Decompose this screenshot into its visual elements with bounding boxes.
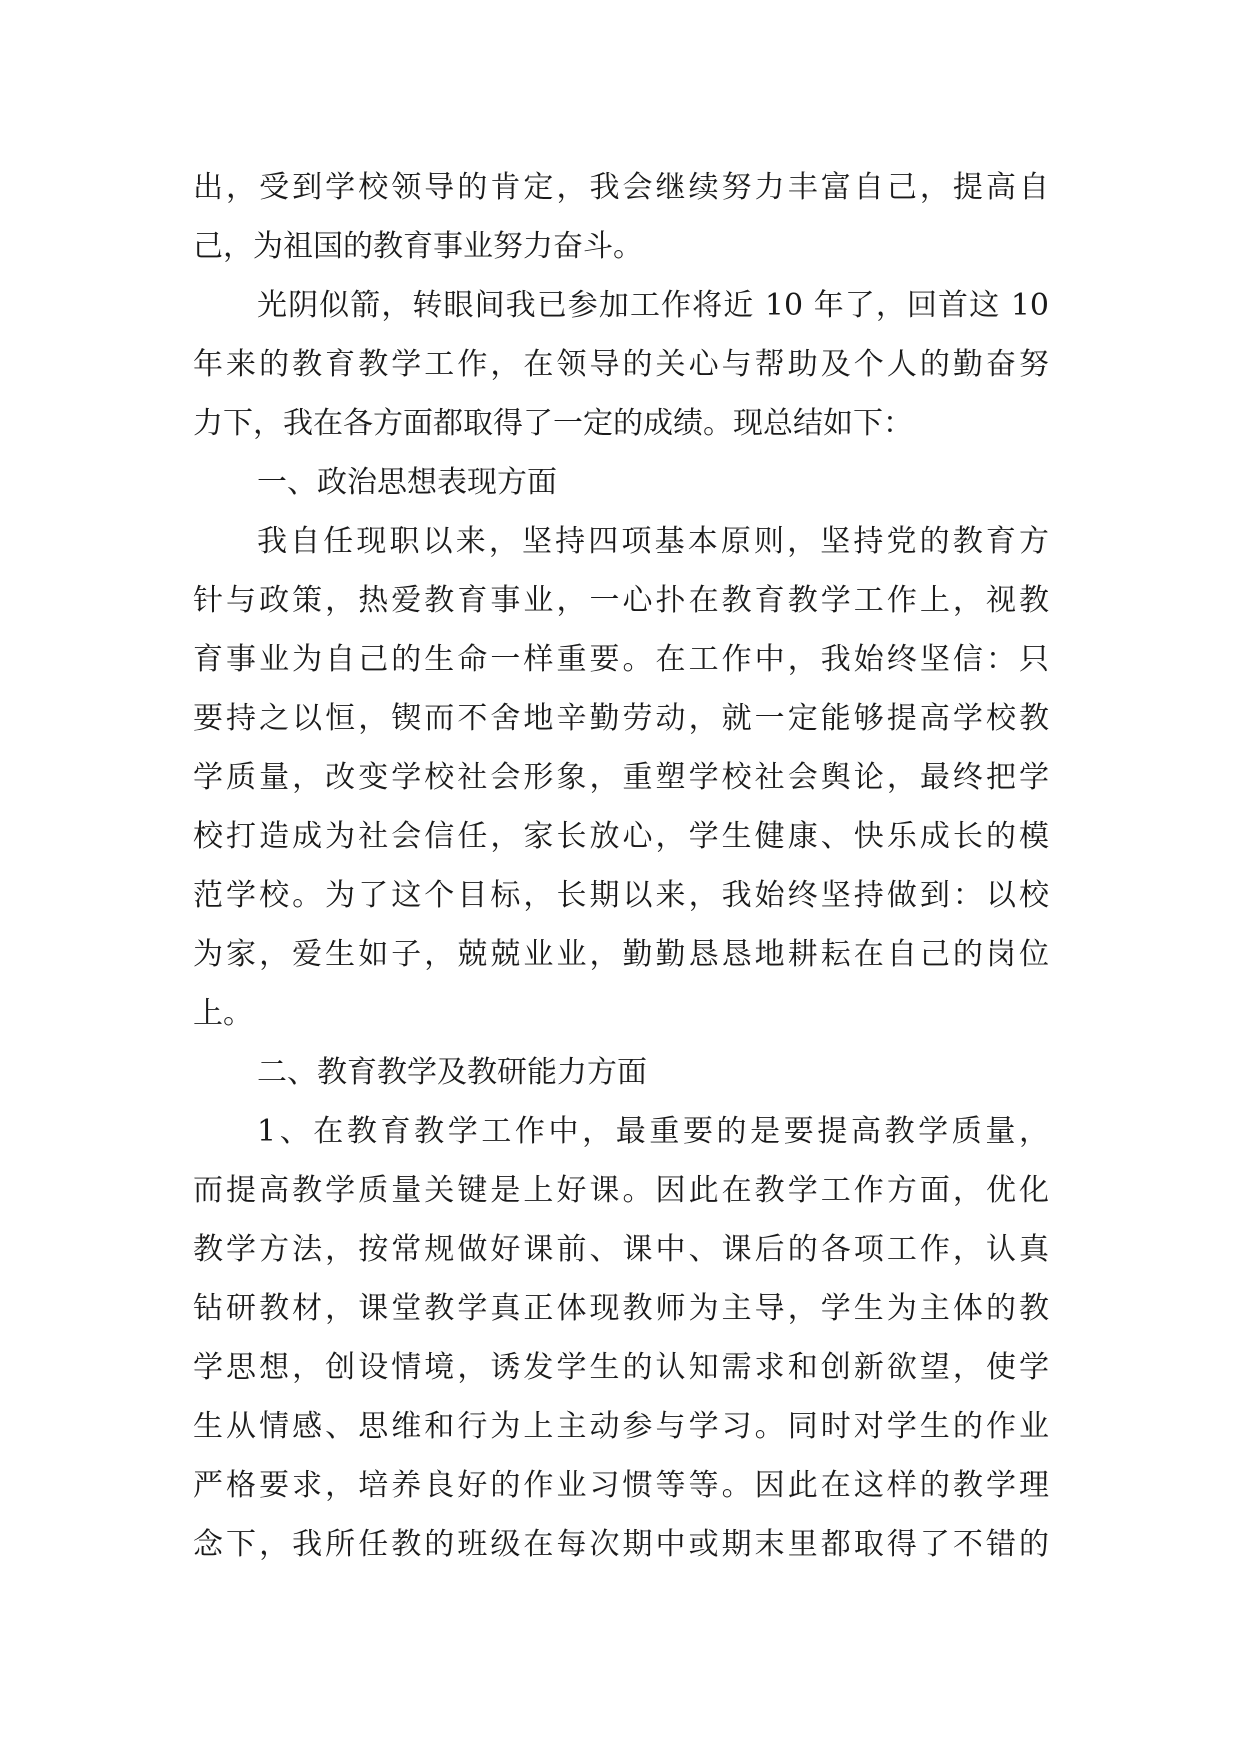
- text-line: 出，受到学校领导的肯定，我会继续努力丰富自己，提高自: [193, 170, 1049, 205]
- text-line: 上。: [193, 996, 253, 1031]
- text-line: 针与政策，热爱教育事业，一心扑在教育教学工作上，视教: [193, 583, 1049, 618]
- text-line: 范学校。为了这个目标，长期以来，我始终坚持做到：以校: [193, 878, 1049, 913]
- text-line: 严格要求，培养良好的作业习惯等等。因此在这样的教学理: [193, 1468, 1049, 1503]
- text-line: 育事业为自己的生命一样重要。在工作中，我始终坚信：只: [193, 642, 1049, 677]
- text-line: 钻研教材，课堂教学真正体现教师为主导，学生为主体的教: [193, 1291, 1049, 1326]
- text-line: 而提高教学质量关键是上好课。因此在教学工作方面，优化: [193, 1173, 1049, 1208]
- document-body: [193, 158, 1049, 1574]
- text-line: 要持之以恒，锲而不舍地辛勤劳动，就一定能够提高学校教: [193, 701, 1049, 736]
- text-line: 年来的教育教学工作，在领导的关心与帮助及个人的勤奋努: [193, 347, 1049, 382]
- text-line: 校打造成为社会信任，家长放心，学生健康、快乐成长的模: [193, 819, 1049, 854]
- text-line: 力下，我在各方面都取得了一定的成绩。现总结如下：: [193, 406, 913, 441]
- text-line: 学质量，改变学校社会形象，重塑学校社会舆论，最终把学: [193, 760, 1049, 795]
- text-line: 1、在教育教学工作中，最重要的是要提高教学质量，: [257, 1114, 1049, 1149]
- text-line: 二、教育教学及教研能力方面: [257, 1055, 647, 1090]
- text-line: 为家，爱生如子，兢兢业业，勤勤恳恳地耕耘在自己的岗位: [193, 937, 1049, 972]
- text-line: 学思想，创设情境，诱发学生的认知需求和创新欲望，使学: [193, 1350, 1049, 1385]
- text-line: 一、政治思想表现方面: [257, 465, 557, 500]
- text-line: 教学方法，按常规做好课前、课中、课后的各项工作，认真: [193, 1232, 1049, 1267]
- text-line: 念下，我所任教的班级在每次期中或期末里都取得了不错的: [193, 1527, 1049, 1562]
- text-line: 光阴似箭，转眼间我已参加工作将近 10 年了，回首这 10: [257, 288, 1049, 323]
- text-line: 我自任现职以来，坚持四项基本原则，坚持党的教育方: [257, 524, 1049, 559]
- text-line: 生从情感、思维和行为上主动参与学习。同时对学生的作业: [193, 1409, 1049, 1444]
- text-line: 己，为祖国的教育事业努力奋斗。: [193, 229, 643, 264]
